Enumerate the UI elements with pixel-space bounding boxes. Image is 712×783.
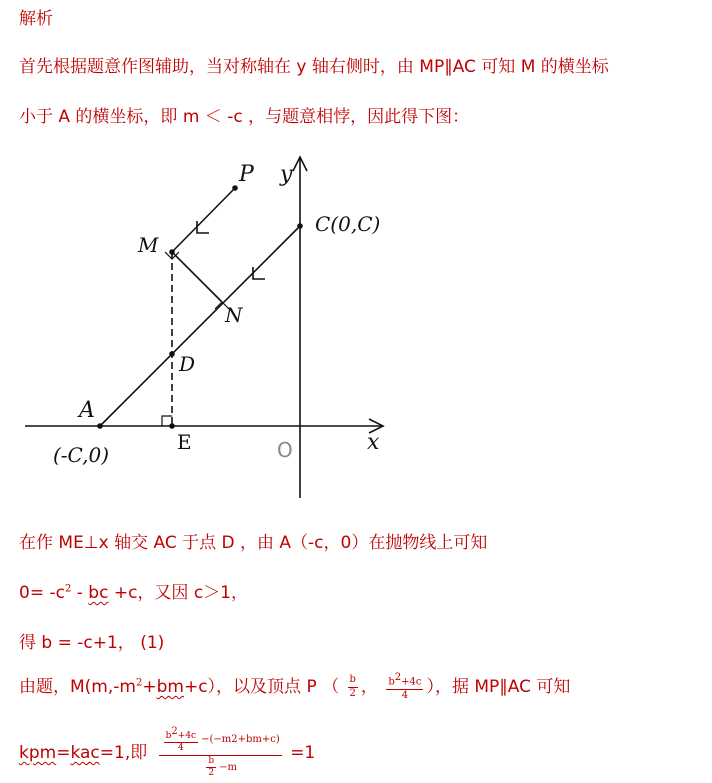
fraction-b-over-2: $\frac{b}{2}$	[349, 674, 356, 699]
fraction-vertex-y: $\frac{b^2+4c}{4}$	[388, 671, 422, 701]
label-e: E	[177, 430, 192, 454]
label-d: D	[179, 352, 196, 376]
point-e	[169, 423, 175, 429]
label-m: M	[138, 233, 159, 257]
geometry-figure	[17, 145, 415, 500]
label-a-coord: (-C,0)	[53, 443, 110, 467]
label-x: x	[367, 430, 380, 455]
text-line-vertex: 由题，$M(m,-m^2+bm+c)$，以及顶点 P （ $\frac{b}{2}$ ， $\frac{b^2+4c}{4}$ ），据 MP∥AC 可知	[19, 671, 571, 701]
label-p: P	[239, 162, 254, 187]
point-c	[297, 223, 303, 229]
intro-line-1: 首先根据题意作图辅助，当对称轴在 y 轴右侧时，由 MP∥AC 可知 M 的横坐标	[19, 57, 609, 77]
text-line-slope: kpm=kac=1,即 $\frac{b^2+4c}{4}$ −(−m 2 +bm+c) $\frac{b}{2}$ −m =1	[19, 726, 316, 779]
label-a: A	[79, 398, 95, 423]
label-c: C(0,C)	[315, 212, 381, 236]
point-p	[232, 185, 238, 191]
text-line-equation: $0= -c^2$ - bc +c，又因 c＞1，	[19, 583, 248, 603]
text-line-b: 得 b = -c+1， (1)	[19, 633, 165, 653]
fraction-slope: $\frac{b^2+4c}{4}$ −(−m 2 +bm+c) $\frac{b}{2}$ −m	[159, 727, 282, 779]
text-line-me: 在作 ME⊥x 轴交 AC 于点 D ，由 A（-c，0）在抛物线上可知	[19, 533, 488, 553]
label-n: N	[225, 303, 243, 327]
label-o: O	[277, 438, 293, 462]
point-d	[169, 351, 175, 357]
section-heading: 解析	[19, 9, 53, 29]
point-a	[97, 423, 103, 429]
label-y: y	[280, 162, 293, 187]
point-m	[169, 249, 175, 255]
intro-line-2: 小于 A 的横坐标，即 m ＜ -c ，与题意相悖，因此得下图：	[19, 107, 470, 127]
